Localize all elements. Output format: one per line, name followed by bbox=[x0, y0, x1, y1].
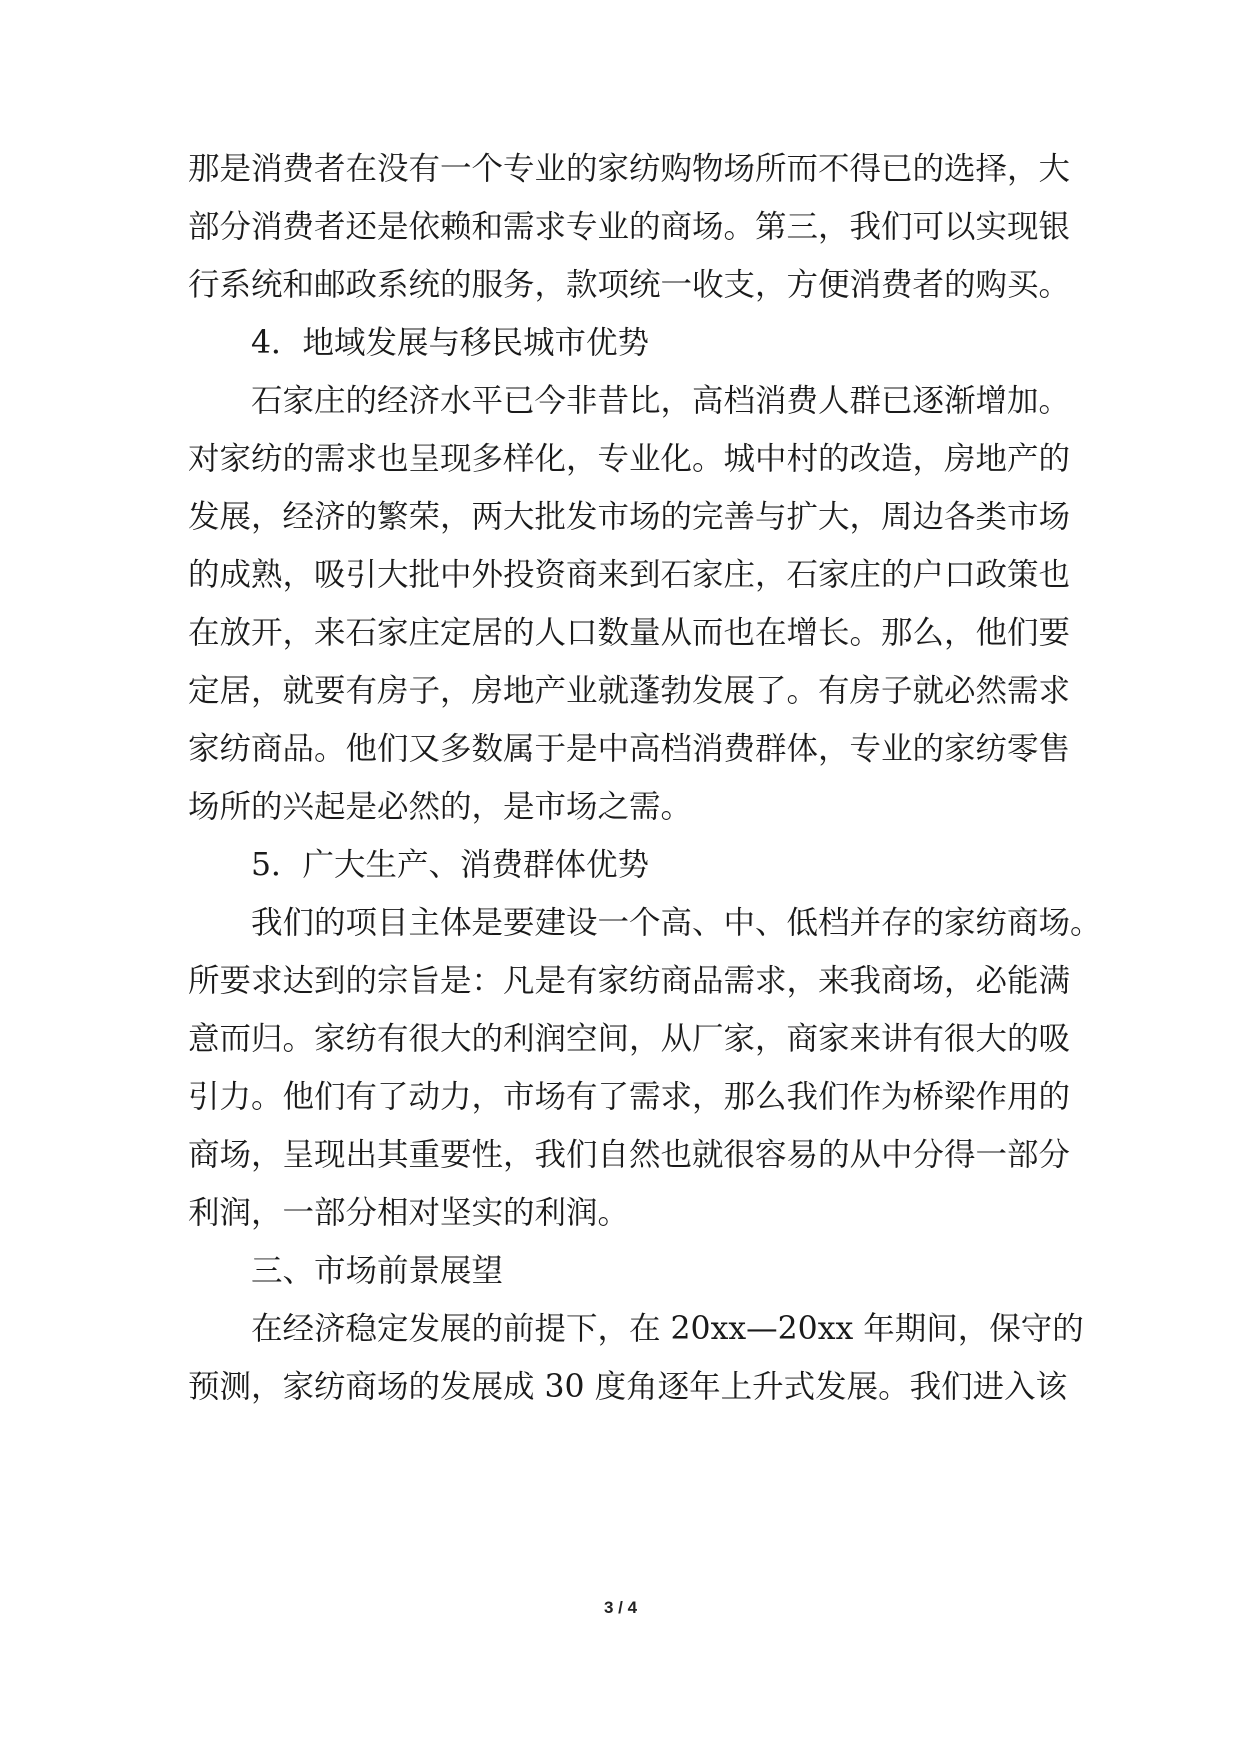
text-line: 所要求达到的宗旨是：凡是有家纺商品需求，来我商场，必能满 bbox=[188, 963, 1071, 999]
text-line: 那是消费者在没有一个专业的家纺购物场所而不得已的选择，大 bbox=[188, 151, 1071, 187]
text-line: 场所的兴起是必然的，是市场之需。 bbox=[188, 789, 693, 825]
text-line: 预测，家纺商场的发展成 30 度角逐年上升式发展。我们进入该 bbox=[188, 1369, 1068, 1405]
text-line: 石家庄的经济水平已今非昔比，高档消费人群已逐渐增加。 bbox=[251, 383, 1071, 419]
text-line: 家纺商品。他们又多数属于是中高档消费群体，专业的家纺零售 bbox=[188, 731, 1071, 767]
text-line: 发展，经济的繁荣，两大批发市场的完善与扩大，周边各类市场 bbox=[188, 499, 1071, 535]
text-line: 我们的项目主体是要建设一个高、中、低档并存的家纺商场。 bbox=[251, 905, 1102, 941]
text-line: 在放开，来石家庄定居的人口数量从而也在增长。那么，他们要 bbox=[188, 615, 1071, 651]
section-heading: 4．地域发展与移民城市优势 bbox=[251, 325, 650, 361]
text-line: 在经济稳定发展的前提下，在 20xx—20xx 年期间，保守的 bbox=[251, 1311, 1084, 1347]
text-line: 的成熟，吸引大批中外投资商来到石家庄，石家庄的户口政策也 bbox=[188, 557, 1071, 593]
text-line: 利润，一部分相对坚实的利润。 bbox=[188, 1195, 630, 1231]
text-line: 定居，就要有房子，房地产业就蓬勃发展了。有房子就必然需求 bbox=[188, 673, 1071, 709]
page-number: 3 / 4 bbox=[603, 1598, 638, 1617]
text-line: 引力。他们有了动力，市场有了需求，那么我们作为桥梁作用的 bbox=[188, 1079, 1071, 1115]
text-line: 商场，呈现出其重要性，我们自然也就很容易的从中分得一部分 bbox=[188, 1137, 1071, 1173]
text-line: 部分消费者还是依赖和需求专业的商场。第三，我们可以实现银 bbox=[188, 209, 1071, 245]
text-line: 对家纺的需求也呈现多样化，专业化。城中村的改造，房地产的 bbox=[188, 441, 1071, 477]
section-heading: 三、市场前景展望 bbox=[251, 1253, 504, 1289]
text-line: 行系统和邮政系统的服务，款项统一收支，方便消费者的购买。 bbox=[188, 267, 1071, 303]
section-heading: 5．广大生产、消费群体优势 bbox=[251, 847, 650, 883]
text-line: 意而归。家纺有很大的利润空间，从厂家，商家来讲有很大的吸 bbox=[188, 1021, 1071, 1057]
